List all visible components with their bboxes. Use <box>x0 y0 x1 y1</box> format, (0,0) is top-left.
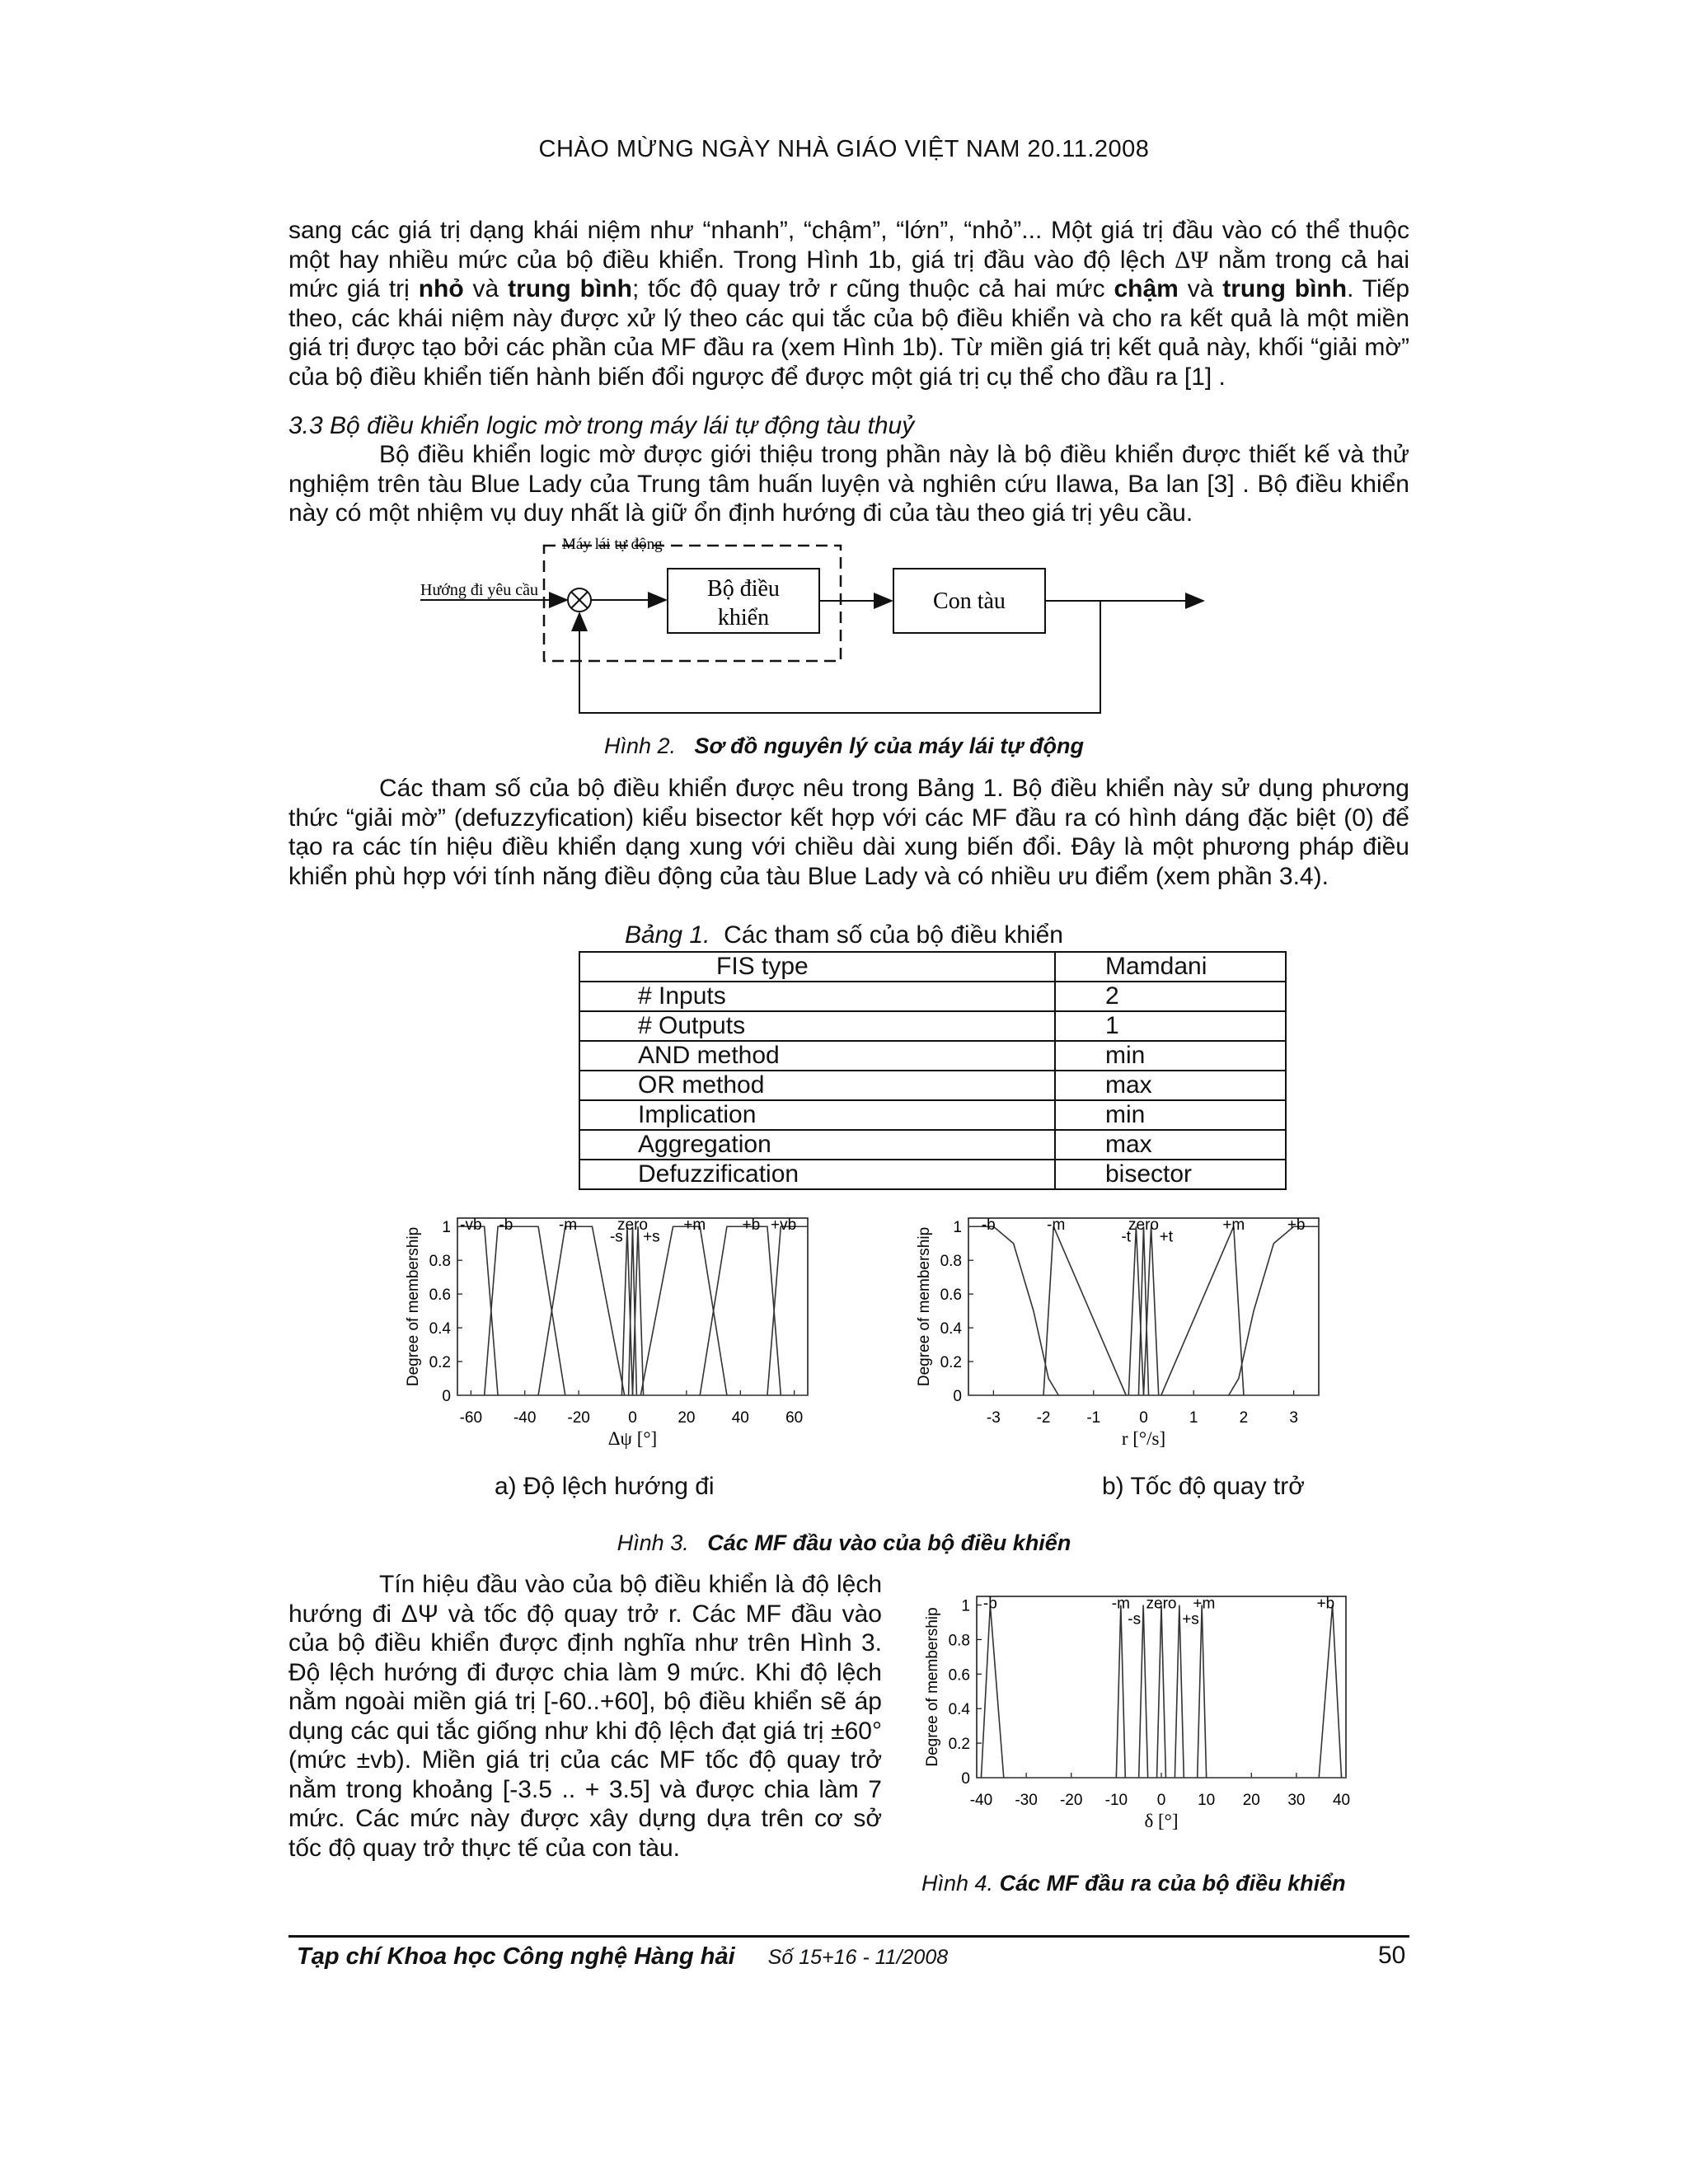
y-tick-label: 0.8 <box>429 1253 451 1271</box>
param-value-cell: bisector <box>1055 1160 1286 1189</box>
mf-zero <box>1157 1605 1166 1778</box>
subcaption-a: a) Độ lệch hướng đi <box>495 1473 715 1500</box>
summing-junction <box>568 588 591 612</box>
table-row <box>579 952 1286 982</box>
mf-label: +m <box>1222 1216 1245 1235</box>
x-tick-label: 10 <box>1198 1792 1216 1809</box>
mf-label: -b <box>982 1595 997 1613</box>
y-tick-label: 0 <box>961 1770 970 1788</box>
mf--m <box>538 1226 625 1395</box>
x-tick-label: -60 <box>459 1409 483 1427</box>
mf-label: -b <box>499 1216 513 1235</box>
mf-label: zero <box>617 1216 648 1235</box>
param-name-cell: # Outputs <box>579 1011 1055 1041</box>
y-tick-label: 1 <box>961 1597 970 1615</box>
mf-label: -t <box>1121 1228 1132 1246</box>
mf-label: +b <box>1287 1216 1306 1235</box>
mf-label: -m <box>558 1216 578 1235</box>
param-value-cell: min <box>1055 1041 1286 1071</box>
mf-label: zero <box>1146 1595 1177 1613</box>
table-row <box>579 982 1286 1011</box>
mf-label: -m <box>1111 1595 1130 1613</box>
mf-+b <box>1319 1605 1341 1778</box>
paragraph-intro: sang các giá trị dạng khái niệm như “nhanh”, “chậm”, “lớn”, “nhỏ”... Một giá trị đầu vào có thể thuộc một hay nhiều mức của bộ điều khiển. Trong Hình 1b, giá trị đầu vào độ lệch ΔΨ nằm trong cả hai mức giá trị nhỏ và trung bình; tốc độ quay trở r cũng thuộc cả hai mức chậm và trung bình. Tiếp theo, các khái niệm này được xử lý theo các qui tắc của bộ điều khiển và cho ra kết quả là một miền giá trị được tạo bởi các phần của MF đầu ra (xem Hình 1b). Từ miền giá trị kết quả này, khối “giải mờ” của bộ điều khiển tiến hành biến đổi ngược để được một giá trị cụ thể cho đầu ra [1] . <box>288 217 1410 391</box>
mf-+m <box>1161 1226 1244 1395</box>
paragraph-inputs: Tín hiệu đầu vào của bộ điều khiển là độ lệch hướng đi ΔΨ và tốc độ quay trở r. Các MF đầu vào của bộ điều khiển được định nghĩa như trên Hình 3. Độ lệch hướng đi được chia làm 9 mức. Khi độ lệch nằm ngoài miền giá trị [-60..+60], bộ điều khiển sẽ áp dụng các qui tắc giống như khi độ lệch đạt giá trị ±60° (mức ±vb). Miền giá trị của các MF tốc độ quay trở nằm trong khoảng [-3.5 .. + 3.5] và được chia làm 7 mức. Các mức này được xây dựng dựa trên cơ sở tốc độ quay trở thực tế của con tàu. <box>288 1571 882 1862</box>
x-tick-label: -1 <box>1086 1409 1101 1427</box>
page-number: 50 <box>1378 1942 1406 1969</box>
y-tick-label: 0.2 <box>429 1354 451 1372</box>
input-label: Hướng đi yêu cầu <box>420 581 539 599</box>
y-tick-label: 1 <box>953 1219 962 1237</box>
table-row <box>579 1100 1286 1130</box>
mf-label: +m <box>683 1216 706 1235</box>
mf--b <box>485 1226 565 1395</box>
mf-+b <box>700 1226 781 1395</box>
x-tick-label: 60 <box>785 1409 804 1427</box>
svg-text:khiển: khiển <box>717 605 770 630</box>
figure3-caption: Hình 3. Các MF đầu vào của bộ điều khiển <box>617 1530 1071 1555</box>
figure4-caption: Hình 4. Các MF đầu ra của bộ điều khiển <box>921 1871 1346 1896</box>
mf--b <box>981 1605 1003 1778</box>
mf-label: +s <box>1182 1610 1199 1629</box>
mf--m <box>1043 1226 1126 1395</box>
mf-+vb <box>767 1226 808 1395</box>
param-value-cell: 2 <box>1055 982 1286 1011</box>
figure2-caption: Hình 2. Sơ đồ nguyên lý của máy lái tự động <box>603 733 1085 758</box>
table-row <box>579 1130 1286 1160</box>
param-name-cell: FIS type <box>579 952 1055 982</box>
mf-label: -b <box>981 1216 996 1235</box>
x-tick-label: 30 <box>1287 1792 1306 1809</box>
subcaption-b: b) Tốc độ quay trở <box>1102 1473 1305 1500</box>
y-axis-label: Degree of membership <box>924 1607 941 1767</box>
autopilot-label: Máy lái tự động <box>562 536 663 553</box>
x-tick-label: -2 <box>1036 1409 1051 1427</box>
mf-label: -vb <box>460 1216 482 1235</box>
x-tick-label: -30 <box>1015 1792 1038 1809</box>
x-tick-label: 0 <box>1139 1409 1148 1427</box>
mf-label: +m <box>1193 1595 1216 1613</box>
x-tick-label: -40 <box>969 1792 993 1809</box>
mf-label: +b <box>1316 1595 1335 1613</box>
y-tick-label: 0.8 <box>948 1632 970 1650</box>
mf--vb <box>457 1226 498 1395</box>
x-tick-label: 0 <box>628 1409 637 1427</box>
y-tick-label: 0.8 <box>940 1253 962 1271</box>
mf-+s <box>1175 1605 1184 1778</box>
y-tick-label: 0 <box>442 1388 451 1405</box>
chart-output-mf <box>915 1586 1385 1858</box>
y-axis-label: Degree of membership <box>916 1226 933 1387</box>
y-tick-label: 1 <box>442 1219 451 1237</box>
mf-label: -m <box>1047 1216 1066 1235</box>
svg-text:Bộ điều: Bộ điều <box>707 576 780 602</box>
mf-label: +s <box>643 1228 660 1246</box>
y-axis-label: Degree of membership <box>405 1226 422 1387</box>
x-tick-label: 20 <box>678 1409 696 1427</box>
y-tick-label: 0.6 <box>940 1286 962 1305</box>
section-title: 3.3 Bộ điều khiển logic mờ trong máy lái tự động tàu thuỷ <box>288 412 915 439</box>
table1-caption: Bảng 1. Các tham số của bộ điều khiển <box>624 921 1063 949</box>
footer-rule <box>288 1935 1409 1938</box>
mf-label: zero <box>1128 1216 1159 1235</box>
param-name-cell: # Inputs <box>579 982 1055 1011</box>
x-tick-label: 0 <box>1156 1792 1166 1809</box>
autopilot-block-diagram <box>412 536 1236 725</box>
x-tick-label: -20 <box>1059 1792 1083 1809</box>
param-name-cell: AND method <box>579 1041 1055 1071</box>
param-value-cell: 1 <box>1055 1011 1286 1041</box>
y-tick-label: 0.6 <box>429 1286 451 1305</box>
x-axis-label: r [°/s] <box>1121 1428 1166 1449</box>
x-tick-label: -40 <box>513 1409 537 1427</box>
mf-label: -s <box>1128 1610 1142 1629</box>
mf-label: -s <box>609 1228 623 1246</box>
x-tick-label: 2 <box>1239 1409 1249 1427</box>
table-row <box>579 1160 1286 1189</box>
x-tick-label: 3 <box>1289 1409 1298 1427</box>
x-tick-label: -20 <box>567 1409 590 1427</box>
x-axis-label: Δψ [°] <box>607 1428 658 1449</box>
y-tick-label: 0.4 <box>429 1320 451 1338</box>
chart-rate-of-turn <box>911 1212 1339 1467</box>
svg-text:Con tàu: Con tàu <box>933 588 1006 614</box>
param-name-cell: Defuzzification <box>579 1160 1055 1189</box>
param-value-cell: max <box>1055 1071 1286 1100</box>
param-name-cell: Aggregation <box>579 1130 1055 1160</box>
x-tick-label: 20 <box>1242 1792 1260 1809</box>
x-tick-label: 1 <box>1189 1409 1198 1427</box>
chart-heading-deviation <box>400 1212 828 1467</box>
y-tick-label: 0.4 <box>940 1320 962 1338</box>
x-tick-label: -10 <box>1104 1792 1128 1809</box>
table-row <box>579 1011 1286 1041</box>
x-tick-label: -3 <box>986 1409 1001 1427</box>
mf-label: +b <box>742 1216 761 1235</box>
table-row <box>579 1071 1286 1100</box>
page-header: CHÀO MỪNG NGÀY NHÀ GIÁO VIỆT NAM 20.11.2008 <box>538 136 1150 162</box>
y-tick-label: 0.2 <box>948 1736 970 1754</box>
mf-+m <box>1198 1605 1207 1778</box>
y-tick-label: 0.2 <box>940 1354 962 1372</box>
y-tick-label: 0.4 <box>948 1701 970 1719</box>
x-axis-label: δ [°] <box>1144 1811 1179 1831</box>
y-tick-label: 0.6 <box>948 1666 970 1685</box>
param-name-cell: Implication <box>579 1100 1055 1130</box>
footer-journal: Tạp chí Khoa học Công nghệ Hàng hải Số 15+16 - 11/2008 <box>297 1943 949 1970</box>
param-value-cell: min <box>1055 1100 1286 1130</box>
x-tick-label: 40 <box>731 1409 749 1427</box>
x-tick-label: 40 <box>1332 1792 1351 1809</box>
paragraph-controller-intro: Bộ điều khiển logic mờ được giới thiệu trong phần này là bộ điều khiển được thiết kế và thử nghiệm trên tàu Blue Lady của Trung tâm huấn luyện và nghiên cứu Ilawa, Ba lan [3] . Bộ điều khiển này có một nhiệm vụ duy nhất là giữ ổn định hướng đi của tàu theo giá trị yêu cầu. <box>288 441 1409 527</box>
mf--m <box>1116 1605 1125 1778</box>
y-tick-label: 0 <box>953 1388 962 1405</box>
paragraph-parameters: Các tham số của bộ điều khiển được nêu trong Bảng 1. Bộ điều khiển này sử dụng phương thức “giải mờ” (defuzzyfication) kiểu bisector kết hợp với các MF đầu ra có hình dáng đặc biệt (0) để tạo ra các tín hiệu điều khiển dạng xung với chiều dài xung biến đổi. Đây là một phương pháp điều khiển phù hợp với tính năng điều động của tàu Blue Lady và có nhiều ưu điểm (xem phần 3.4). <box>288 775 1409 890</box>
mf-label: +vb <box>770 1216 797 1235</box>
mf--s <box>1139 1605 1148 1778</box>
parameters-table <box>579 951 1287 1190</box>
param-value-cell: Mamdani <box>1055 952 1286 982</box>
table-row <box>579 1041 1286 1071</box>
param-name-cell: OR method <box>579 1071 1055 1100</box>
param-value-cell: max <box>1055 1130 1286 1160</box>
mf-label: +t <box>1159 1228 1174 1246</box>
